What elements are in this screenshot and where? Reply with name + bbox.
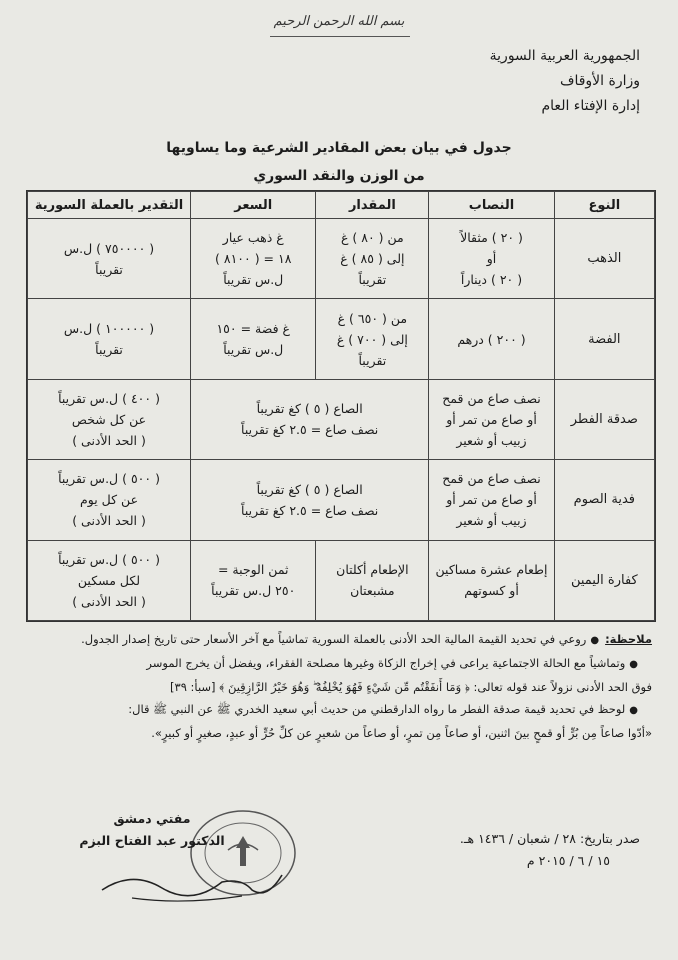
measures-table — [27, 191, 655, 621]
note-item — [24, 652, 652, 676]
table-row-fidyat-sawm — [28, 460, 655, 540]
cell-line: الإطعام أكلتان — [336, 562, 409, 578]
cell-line: من ( ٨٠ ) غ — [340, 230, 404, 246]
issuer-ministry: وزارة الأوقاف — [559, 73, 640, 89]
cell-line: ( ٧٥٠٠٠٠ ) ل.س — [63, 240, 155, 256]
cell-amount — [316, 540, 429, 620]
header-type: النوع — [554, 192, 654, 219]
cell-line: الصاع ( ٥ ) كغ تقريباً — [256, 401, 363, 417]
signatory-name: الدكتور عبد الفتاح البزم — [79, 833, 225, 848]
note-text: «أدّوا صاعاً مِن بُرٍّ أو قمحٍ بينَ اثنين، أو صاعاً مِن تمرٍ، أو صاعاً من شعيرٍ عن كلِّ حُرٍّ أو عبدٍ، صغيرٍ أو كبيرٍ». — [151, 726, 652, 740]
cell-line: ( الحد الأدنى ) — [72, 513, 146, 529]
cell-type: الفضة — [554, 299, 654, 379]
issue-date-gregorian: ١٥ / ٦ / ٢٠١٥ م — [526, 853, 610, 868]
note-text: لوحظ في تحديد قيمة صدقة الفطر ما رواه الدارقطني من حديث أبي سعيد الخدري ﷺ عن النبي ﷺ قال: — [128, 702, 626, 716]
table-header-row — [28, 192, 655, 219]
cell-line: من ( ٦٥٠ ) غ — [337, 310, 408, 326]
cell-line: غ فضة = ١٥٠ — [216, 321, 290, 337]
cell-nisab — [429, 460, 554, 540]
cell-line: ( ١٠٠٠٠٠ ) ل.س — [63, 321, 155, 337]
title-line-1: جدول في بيان بعض المقادير الشرعية وما يساويها — [166, 140, 512, 156]
cell-line: ( ٤٠٠ ) ل.س تقريباً — [58, 390, 160, 406]
cell-line: تقريباً — [358, 352, 387, 368]
bullet-icon: ● — [629, 659, 638, 670]
header-nisab: النصاب — [429, 192, 554, 219]
title-line-2: من الوزن والنقد السوري — [253, 168, 425, 184]
cell-line: ثمن الوجبة = — [217, 562, 289, 578]
cell-type: الذهب — [554, 219, 654, 299]
cell-nisab — [429, 219, 554, 299]
cell-line: الصاع ( ٥ ) كغ تقريباً — [256, 481, 363, 497]
cell-line: ( ٥٠٠ ) ل.س تقريباً — [58, 551, 160, 567]
cell-estimate — [28, 460, 191, 540]
document-title — [0, 134, 678, 190]
bullet-icon: ● — [629, 705, 638, 716]
bullet-icon: ● — [590, 635, 600, 646]
basmala-divider — [270, 36, 410, 37]
cell-line: ( الحد الأدنى ) — [72, 432, 146, 448]
cell-line: نصف صاع من قمح — [442, 471, 541, 487]
cell-line: ( ٥٠٠ ) ل.س تقريباً — [58, 471, 160, 487]
cell-estimate — [28, 379, 191, 459]
table-row-kaffarat-yamin — [28, 540, 655, 620]
cell-estimate — [28, 219, 191, 299]
signatory-block — [52, 808, 252, 852]
cell-type: فدية الصوم — [554, 460, 654, 540]
cell-line: ( الحد الأدنى ) — [72, 593, 146, 609]
note-item — [24, 722, 652, 744]
handwritten-signature-icon — [92, 860, 292, 910]
cell-line: تقريباً — [358, 272, 387, 288]
note-item — [24, 698, 652, 722]
cell-line: تقريباً — [95, 261, 123, 277]
cell-line: نصف صاع من قمح — [442, 390, 541, 406]
cell-price — [191, 219, 316, 299]
cell-price — [191, 299, 316, 379]
cell-estimate — [28, 299, 191, 379]
cell-line: زبيب أو شعير — [456, 513, 527, 529]
cell-estimate — [28, 540, 191, 620]
cell-line: ( ٢٠ ) ديناراً — [460, 272, 523, 288]
note-text: وتماشياً مع الحالة الاجتماعية يراعى في إخراج الزكاة وغيرها مصلحة الفقراء، ويفضل أن يخرج الموسر — [146, 656, 626, 670]
cell-line: عن كل يوم — [80, 492, 139, 508]
header-estimate: التقدير بالعملة السورية — [28, 192, 191, 219]
cell-line: إلى ( ٧٠٠ ) غ — [336, 331, 408, 347]
cell-line: زبيب أو شعير — [456, 432, 527, 448]
cell-line: مشبعتان — [350, 583, 395, 599]
cell-line: ل.س تقريباً — [223, 272, 284, 288]
issue-date-hijri: صدر بتاريخ: ٢٨ / شعبان / ١٤٣٦ هـ. — [459, 831, 640, 846]
note-item — [24, 676, 652, 698]
cell-amount — [316, 219, 429, 299]
table-row-silver — [28, 299, 655, 379]
cell-price — [191, 540, 316, 620]
notes-label: ملاحظة: — [605, 632, 652, 646]
table-row-zakat-fitr — [28, 379, 655, 459]
cell-line: تقريباً — [95, 342, 123, 358]
note-text: روعي في تحديد القيمة المالية الحد الأدنى بالعملة السورية تماشياً مع آخر الأسعار حتى تاريخ إصدار الجدول. — [81, 632, 587, 646]
issuer-country: الجمهورية العربية السورية — [489, 48, 640, 64]
cell-line: ل.س تقريباً — [223, 342, 284, 358]
cell-amount — [316, 299, 429, 379]
cell-line: نصف صاع = ٢.٥ كغ تقريباً — [241, 502, 379, 518]
cell-line: أو كسوتهم — [464, 583, 519, 599]
cell-line: ١٨ = ( ٨١٠٠ ) — [215, 251, 292, 267]
cell-line: أو — [486, 251, 497, 267]
cell-nisab — [429, 379, 554, 459]
cell-line: عن كل شخص — [71, 411, 147, 427]
issue-date — [460, 828, 640, 872]
cell-line: ٢٥٠ ل.س تقريباً — [211, 583, 296, 599]
cell-amount-price-merged — [191, 460, 429, 540]
table-row-gold — [28, 219, 655, 299]
measures-table-frame — [26, 190, 656, 622]
header-amount: المقدار — [316, 192, 429, 219]
cell-line: نصف صاع = ٢.٥ كغ تقريباً — [241, 422, 379, 438]
cell-line: إطعام عشرة مساكين — [435, 562, 548, 578]
signatory-role: مفتي دمشق — [113, 811, 191, 826]
cell-line: غ ذهب عيار — [222, 230, 284, 246]
cell-line: أو صاع من تمر أو — [446, 411, 537, 427]
basmala: بسم الله الرحمن الرحيم — [273, 14, 405, 29]
note-item — [24, 628, 652, 652]
cell-line: ( ٢٠٠ ) درهم — [457, 331, 526, 347]
cell-nisab — [429, 299, 554, 379]
cell-type: كفارة اليمين — [554, 540, 654, 620]
cell-line: أو صاع من تمر أو — [446, 492, 537, 508]
issuer-header — [490, 44, 640, 119]
cell-line: لكل مسكين — [77, 572, 141, 588]
cell-type: صدقة الفطر — [554, 379, 654, 459]
note-text: فوق الحد الأدنى نزولاً عند قوله تعالى: ﴿ وَمَا أَنفَقْتُم مِّن شَيْءٍ فَهُوَ يُخْلِفُهُ ۖ وَهُوَ خَيْرُ الرَّازِقِينَ ﴾ [سبأ: ٣٩] — [170, 680, 652, 694]
cell-amount-price-merged — [191, 379, 429, 459]
cell-line: إلى ( ٨٥ ) غ — [340, 251, 405, 267]
notes-section — [24, 628, 652, 744]
cell-nisab — [429, 540, 554, 620]
header-price: السعر — [191, 192, 316, 219]
issuer-department: إدارة الإفتاء العام — [541, 98, 640, 114]
cell-line: ( ٢٠ ) مثقالاً — [460, 230, 523, 246]
